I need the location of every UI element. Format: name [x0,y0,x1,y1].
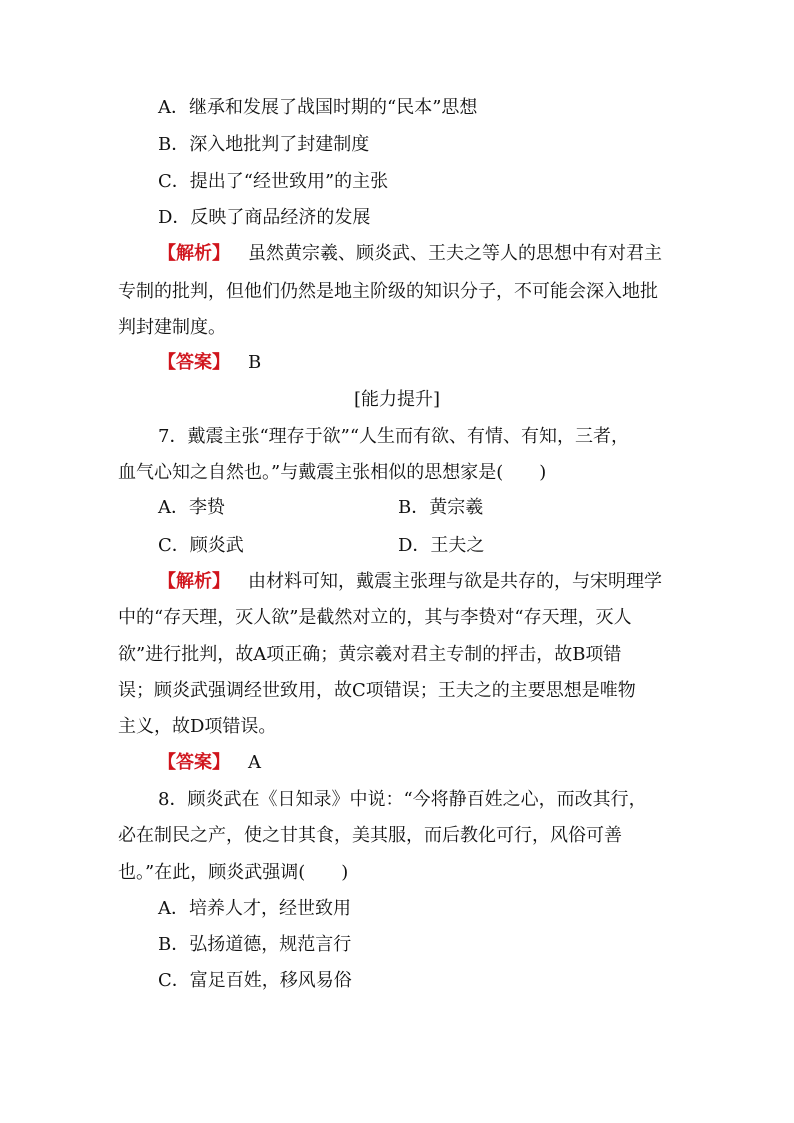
q7-analysis-line-5: 主义，故D项错误。 [118,716,277,737]
analysis-label: 【解析】 [158,571,230,592]
q6-answer [158,351,261,375]
section-title: [能力提升] [353,389,441,410]
q8-stem-line-2: 必在制民之产，使之甘其食，美其服，而后教化可行，风俗可善 [118,825,622,846]
analysis-text: 由材料可知，戴震主张理与欲是共存的，与宋明理学 [248,571,662,592]
q8-option-a: A．培养人才，经世致用 [158,898,351,919]
q6-option-d: D．反映了商品经济的发展 [158,207,371,228]
q7-analysis-line-4: 误；顾炎武强调经世致用，故C项错误；王夫之的主要思想是唯物 [118,680,636,701]
q7-option-b: B．黄宗羲 [398,497,484,518]
answer-value: A [248,752,261,773]
analysis-text: 虽然黄宗羲、顾炎武、王夫之等人的思想中有对君主 [248,243,662,264]
q7-analysis-first-line [158,570,662,594]
q7-stem-line-1: 7．戴震主张“理存于欲”“人生而有欲、有情、有知，三者， [158,426,630,447]
q6-option-a: A．继承和发展了战国时期的“民本”思想 [158,97,478,118]
q7-stem-line-2: 血气心知之自然也。”与戴震主张相似的思想家是( ) [118,462,547,483]
q7-analysis-line-3: 欲”进行批判，故A项正确；黄宗羲对君主专制的抨击，故B项错 [118,644,622,665]
q6-analysis-line-2: 专制的批判，但他们仍然是地主阶级的知识分子，不可能会深入地批 [118,281,658,302]
answer-label: 【答案】 [158,352,230,373]
q7-option-a: A．李贽 [158,497,225,518]
q8-stem-line-1: 8．顾炎武在《日知录》中说：“今将静百姓之心，而改其行， [158,789,647,810]
answer-label: 【答案】 [158,752,230,773]
q6-option-c: C．提出了“经世致用”的主张 [158,171,389,192]
answer-value: B [248,352,262,373]
q8-stem-line-3: 也。”在此，顾炎武强调( ) [118,862,349,883]
q6-option-b: B．深入地批判了封建制度 [158,134,370,155]
q6-analysis-first-line [158,242,662,266]
q6-analysis-line-3: 判封建制度。 [118,317,226,338]
analysis-label: 【解析】 [158,243,230,264]
q7-option-c: C．顾炎武 [158,535,244,556]
q8-option-b: B．弘扬道德，规范言行 [158,934,352,955]
q8-option-c: C．富足百姓，移风易俗 [158,970,352,991]
q7-option-d: D．王夫之 [398,535,485,556]
q7-analysis-line-2: 中的“存天理，灭人欲”是截然对立的，其与李贽对“存天理，灭人 [118,607,632,628]
q7-answer [158,751,261,775]
